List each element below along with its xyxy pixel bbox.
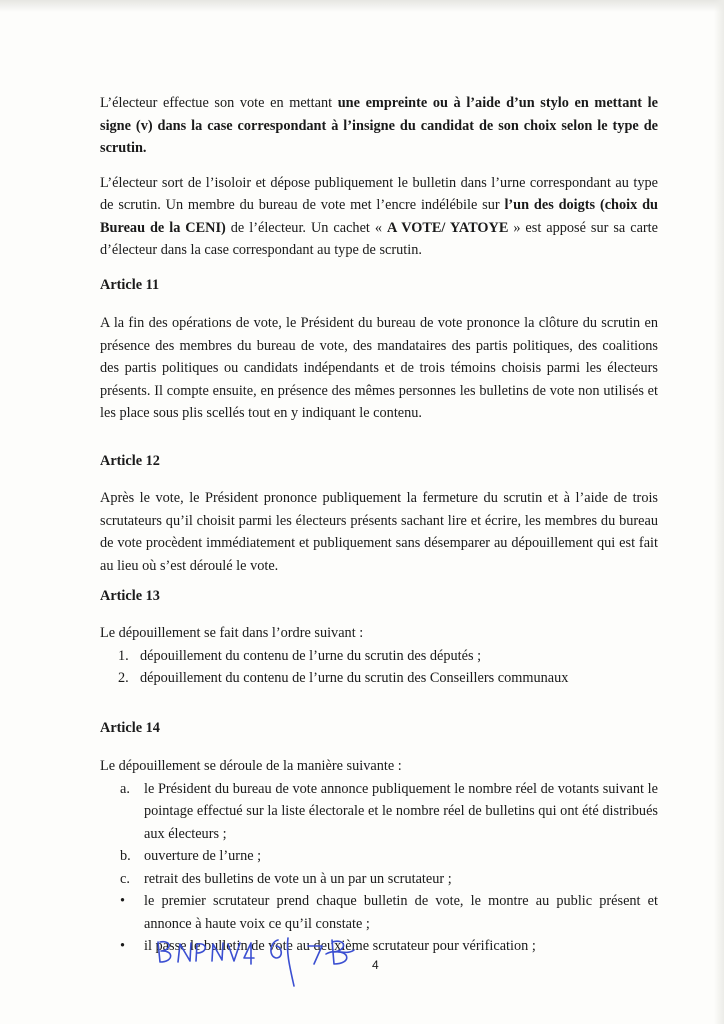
paragraph-vote-method — [100, 92, 658, 160]
list-item-text: le premier scrutateur prend chaque bulletin de vote, le montre au public présent et annonce à haute voix ce qu’il constate ; — [144, 893, 658, 932]
text-run: L’électeur sort de l’isoloir et dépose publiquement le bulletin dans l’urne correspondant au type de scrutin. Un membre du bureau de vote met l’encre indélébile sur — [100, 174, 658, 213]
article-11-title: Article 11 — [100, 277, 160, 293]
list-item — [100, 868, 658, 891]
handwritten-initials — [150, 928, 390, 988]
article-14-intro: Le dépouillement se déroule de la manière suivante : — [100, 758, 402, 774]
article-13-intro: Le dépouillement se fait dans l’ordre suivant : — [100, 625, 364, 641]
page-number: 4 — [372, 958, 379, 972]
list-item-text: le Président du bureau de vote annonce publiquement le nombre réel de votants suivant le pointage effectué sur la liste électorale et le nombre réel de bulletins qui ont été distribués aux électeurs ; — [144, 780, 658, 842]
article-11-text: A la fin des opérations de vote, le Président du bureau de vote prononce la clôture du scrutin en présence des membres du bureau de vote, des mandataires des partis politiques, des coalitions des partis politiques ou candidats indépendants et de trois témoins choisis parmi les électeurs présents. Il compte ensuite, en présence des mêmes personnes les bulletins de vote non utilisés et les place sous plis scellés tout en y indiquant le contenu. — [100, 315, 658, 421]
list-item-text: dépouillement du contenu de l’urne du scrutin des députés ; — [140, 647, 482, 664]
article-14-title: Article 14 — [100, 720, 160, 736]
list-item — [100, 845, 658, 868]
scan-edge-right — [714, 0, 724, 1024]
text-run: » est apposé sur sa carte d’électeur dans la case correspondant au type de scrutin. — [100, 219, 658, 258]
text-run: de l’électeur. Un cachet « — [225, 219, 387, 236]
bold-text-run: A VOTE/ YATOYE — [386, 219, 509, 236]
intro-section — [100, 92, 658, 262]
article-12-title: Article 12 — [100, 453, 160, 469]
article-13-list — [100, 645, 658, 690]
list-marker: b. — [120, 848, 131, 864]
list-item — [100, 667, 658, 690]
list-marker: 2. — [118, 670, 129, 686]
list-item-text: dépouillement du contenu de l’urne du scrutin des Conseillers communaux — [140, 670, 569, 686]
article-13-title: Article 13 — [100, 588, 160, 604]
list-item-text: il passe le bulletin de vote au deuxième scrutateur pour vérification ; — [144, 938, 536, 954]
list-item — [100, 645, 658, 668]
list-marker: • — [120, 893, 126, 909]
paragraph-ballot-deposit — [100, 172, 658, 262]
list-marker: 1. — [118, 647, 129, 664]
list-marker: a. — [120, 780, 130, 797]
bold-text-run: une empreinte ou à l’aide d’un stylo en mettant le signe (v) dans la case correspondant à l’insigne du candidat de son choix selon le type de scrutin. — [100, 95, 658, 156]
list-item-text: retrait des bulletins de vote un à un par un scrutateur ; — [144, 870, 452, 887]
text-run: L’électeur effectue son vote en mettant — [100, 95, 338, 111]
article-12-text: Après le vote, le Président prononce publiquement la fermeture du scrutin et à l’aide de trois scrutateurs qu’il choisit parmi les électeurs présents sachant lire et écrire, les membres du bureau de vote procèdent immédiatement et publiquement sans désemparer au dépouillement qui est fait au lieu où s’est déroulé le vote. — [100, 490, 658, 574]
scan-edge-top — [0, 0, 724, 12]
bold-text-run: l’un des doigts (choix du Bureau de la CENI) — [100, 197, 658, 236]
article-13-body — [100, 622, 658, 690]
list-marker: c. — [120, 870, 130, 887]
list-marker: • — [120, 938, 126, 954]
list-item-text: ouverture de l’urne ; — [144, 848, 262, 864]
list-item — [100, 778, 658, 846]
